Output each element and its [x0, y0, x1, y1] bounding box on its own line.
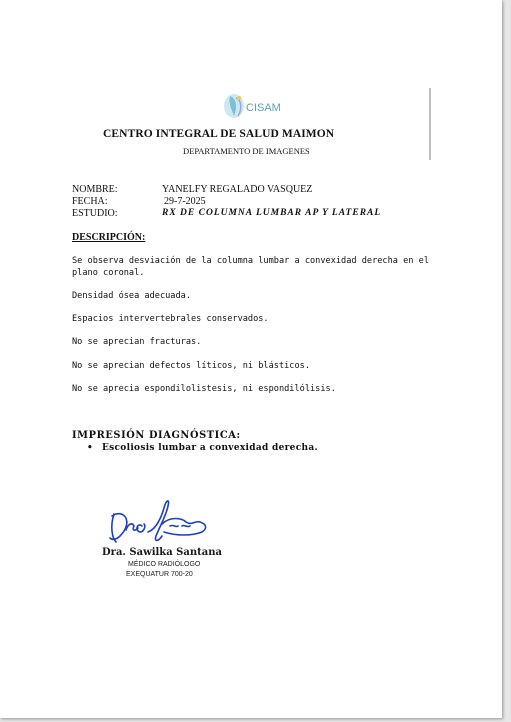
- date-label: FECHA:: [72, 196, 108, 207]
- study-label: ESTUDIO:: [72, 208, 118, 219]
- logo-text: CISAM: [246, 102, 281, 114]
- description-paragraph: No se aprecian defectos líticos, ni blásticos.: [72, 361, 310, 371]
- description-paragraph: No se aprecian fracturas.: [72, 337, 202, 347]
- impression-title: IMPRESIÓN DIAGNÓSTICA:: [72, 430, 241, 441]
- date-value: 29-7-2025: [164, 196, 206, 207]
- description-paragraph: Se observa desviación de la columna lumbar a convexidad derecha en el plano coronal.: [72, 256, 429, 278]
- signer-title: MÉDICO RADIÓLOGO: [128, 561, 201, 568]
- impression-item-text: Escoliosis lumbar a convexidad derecha.: [102, 443, 318, 453]
- name-label: NOMBRE:: [72, 184, 118, 195]
- name-value: YANELFY REGALADO VASQUEZ: [162, 184, 313, 195]
- department-name: DEPARTAMENTO DE IMAGENES: [183, 146, 310, 156]
- description-paragraph: Densidad ósea adecuada.: [72, 291, 191, 301]
- study-value: RX DE COLUMNA LUMBAR AP Y LATERAL: [162, 208, 382, 218]
- signer-exequatur: EXEQUATUR 700-20: [126, 571, 193, 578]
- handwritten-signature: [104, 496, 216, 546]
- description-title: DESCRIPCIÓN:: [72, 232, 146, 243]
- header-divider: [429, 88, 431, 160]
- description-paragraph: No se aprecia espondilolistesis, ni espondilólisis.: [72, 384, 336, 394]
- impression-item: [87, 443, 318, 453]
- bullet-icon: •: [87, 443, 94, 453]
- signer-name: Dra. Sawilka Santana: [102, 547, 222, 558]
- organization-name: CENTRO INTEGRAL DE SALUD MAIMON: [103, 128, 335, 140]
- description-paragraph: Espacios intervertebrales conservados.: [72, 314, 269, 324]
